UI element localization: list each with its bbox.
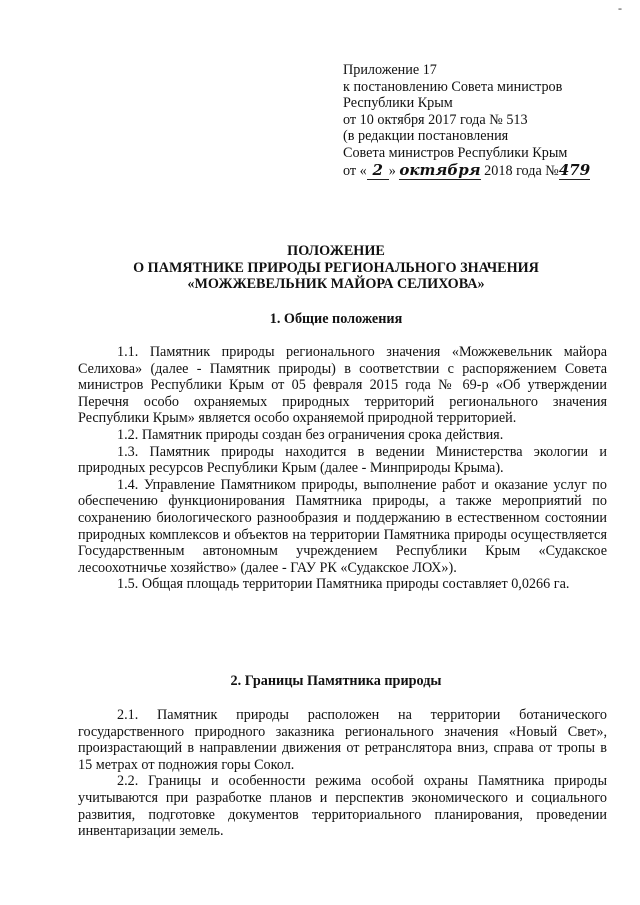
paragraph: 2.1. Памятник природы расположен на территории ботанического государственного природного заказника регионального значения «Новый Свет», произрастающий в направлении движения от ретранслятора вниз, справа от тропы в 15 метрах от подножия горы Сокол. [78, 707, 607, 773]
annex-line: Совета министров Республики Крым [343, 144, 568, 161]
paragraph: 1.1. Памятник природы регионального значения «Можжевельник майора Селихова» (далее - Памятник природы) в соответствии с распоряжением Совета министров Республики Крым от 05 февраля 2015 года № 69-р «Об утверждении Перечня особо охраняемых природных территорий регионального значения Республики Крым» является особо охраняемой природной территорией. [78, 344, 607, 427]
date-number-handwritten [559, 162, 590, 181]
section-1-body [78, 344, 607, 593]
annex-line: Республики Крым [343, 95, 453, 112]
section-2-body [78, 707, 607, 840]
date-month: октября [399, 160, 481, 179]
title-line: О ПАМЯТНИКЕ ПРИРОДЫ РЕГИОНАЛЬНОГО ЗНАЧЕНИЯ [133, 259, 539, 276]
annex-line: (в редакции постановления [343, 128, 509, 145]
corner-mark: - [618, 1, 622, 15]
title-line: ПОЛОЖЕНИЕ [287, 243, 385, 259]
annex-line: к постановлению Совета министров [343, 78, 563, 95]
section-2-heading: 2. Границы Памятника природы [230, 673, 442, 689]
date-day-handwritten [367, 162, 389, 181]
annex-line: от 10 октября 2017 года № 513 [343, 111, 528, 128]
paragraph: 1.3. Памятник природы находится в ведении Министерства экологии и природных ресурсов Республики Крым (далее - Минприроды Крыма). [78, 443, 607, 477]
annex-line: Приложение 17 [343, 62, 437, 78]
paragraph: 1.5. Общая площадь территории Памятника природы составляет 0,0266 га. [117, 576, 570, 593]
section-1-heading: 1. Общие положения [269, 311, 403, 327]
date-day: 2 [372, 160, 383, 179]
date-number: 479 [558, 160, 591, 179]
date-year: 2018 года № [484, 162, 559, 179]
annex-block [343, 62, 623, 180]
date-prefix: от « [343, 162, 367, 179]
paragraph: 2.2. Границы и особенности режима особой охраны Памятника природы учитываются при разработке планов и перспектив экономического и социального развития, подготовке документов территориального планирования, проведении инвентаризации земель. [78, 773, 607, 840]
paragraph: 1.2. Памятник природы создан без ограничения срока действия. [117, 426, 504, 443]
title-line: «МОЖЖЕВЕЛЬНИК МАЙОРА СЕЛИХОВА» [187, 276, 485, 293]
annex-date-line [343, 162, 623, 181]
document-title [60, 243, 612, 293]
date-month-handwritten [399, 162, 480, 181]
paragraph: 1.4. Управление Памятником природы, выполнение работ и оказание услуг по обеспечению функционирования Памятника природы, а также мероприятий по сохранению биологического разнообразия и поддержанию в естественном состоянии природных комплексов и объектов на территории Памятника природы осуществляется Государственным автономным учреждением Республики Крым «Судакское лесоохотничье хозяйство» (далее - ГАУ РК «Судакское ЛОХ»). [78, 476, 607, 576]
date-mid: » [388, 162, 396, 179]
